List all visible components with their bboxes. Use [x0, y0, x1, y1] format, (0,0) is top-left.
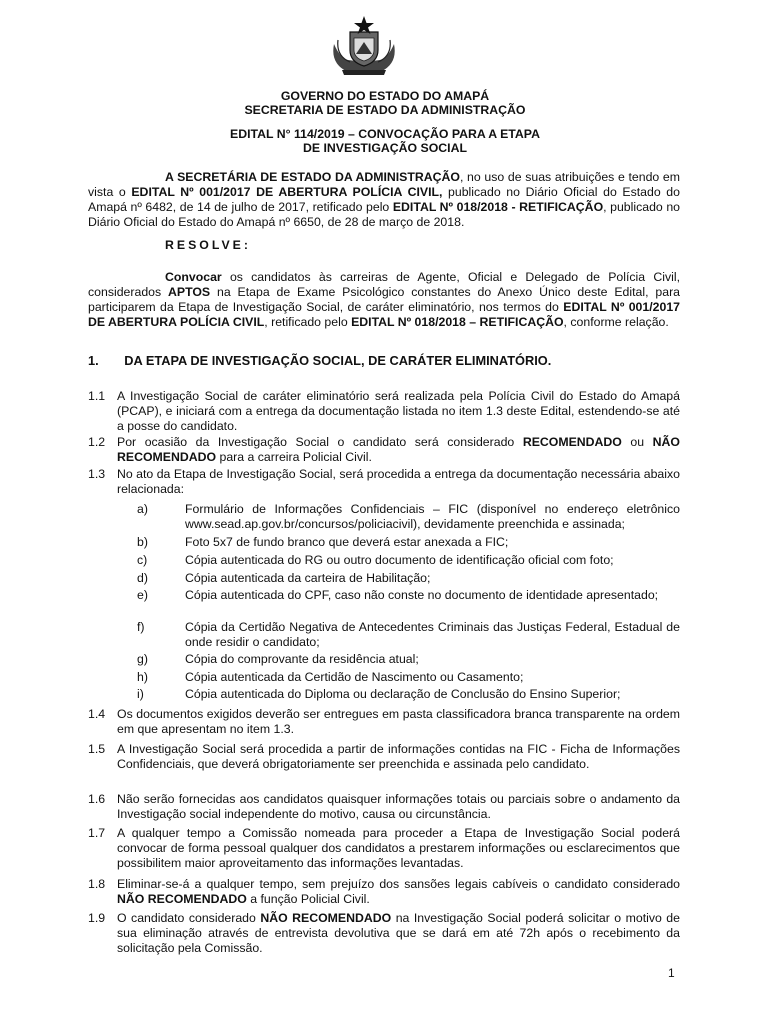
list-item: [88, 742, 680, 772]
item-number: 1.3: [88, 467, 106, 481]
convocation-text: , conforme relação.: [563, 315, 669, 329]
intro-text: , publicado no Diário Oficial do Estado do Amapá nº 6650, de 28 de março de 2018.: [88, 200, 681, 229]
document-item: [137, 553, 680, 568]
document-letter: d): [137, 571, 148, 585]
item-text-part: ou: [621, 435, 653, 449]
document-letter: i): [137, 687, 144, 701]
section-number: 1.: [88, 353, 99, 368]
aptos-word: APTOS: [168, 285, 211, 299]
item-text-part: Eliminar-se-á a qualquer tempo, sem prejuízo dos sansões legais cabíveis o candidato considerado: [117, 877, 680, 891]
item-text: A Investigação Social de caráter eliminatório será realizada pela Polícia Civil do Estado do Amapá (PCAP), e iniciará com a entrega da documentação listada no item 1.3 deste Edital, estendendo-se até a posse do candidato.: [117, 389, 680, 433]
convocation-text: , retificado pelo: [264, 315, 352, 329]
edital-ref: EDITAL Nº 018/2018 - RETIFICAÇÃO: [392, 200, 604, 214]
edital-title: [0, 127, 770, 155]
nao-recomendado-term: NÃO RECOMENDADO: [117, 892, 247, 906]
document-letter: a): [137, 502, 148, 516]
edital-title-line2: DE INVESTIGAÇÃO SOCIAL: [303, 141, 467, 155]
section-title: DA ETAPA DE INVESTIGAÇÃO SOCIAL, DE CARÁTER ELIMINATÓRIO.: [124, 353, 552, 368]
document-text: Cópia autenticada da carteira de Habilitação;: [185, 571, 431, 585]
item-number: 1.1: [88, 389, 106, 403]
item-text: [117, 435, 680, 465]
item-text-part: O candidato considerado: [117, 911, 261, 925]
secretary-name: A SECRETÁRIA DE ESTADO DA ADMINISTRAÇÃO: [165, 170, 460, 184]
item-text: A Investigação Social será procedida a partir de informações contidas na FIC - Ficha de Informações Confidenciais, que deverá obrigatoriamente ser preenchida e assinada pelo candidato.: [117, 742, 680, 771]
item-text: Os documentos exigidos deverão ser entregues em pasta classificadora branca transparente na ordem em que apresentam no item 1.3.: [117, 707, 680, 736]
document-text: Cópia autenticada da Certidão de Nascimento ou Casamento;: [185, 670, 524, 684]
item-text: Não serão fornecidas aos candidatos quaisquer informações totais ou parciais sobre o andamento da Investigação social independente do motivo, causa ou circunstância.: [117, 792, 680, 821]
page-number: 1: [668, 966, 675, 980]
document-letter: e): [137, 588, 148, 602]
recomendado-term: RECOMENDADO: [522, 435, 622, 449]
item-number: 1.5: [88, 742, 106, 756]
list-item: [88, 435, 680, 465]
list-item: [88, 467, 680, 497]
section-heading: [88, 353, 551, 368]
list-item: [88, 707, 680, 737]
intro-paragraph: [88, 170, 680, 230]
item-text-part: para a carreira Policial Civil.: [216, 450, 372, 464]
item-text-part: na Investigação Social poderá solicitar o motivo de sua eliminação através de entrevista devolutiva que se dará em até 72h após o recebimento da solicitação pela Comissão.: [117, 911, 680, 955]
convocation-text: na Etapa de Exame Psicológico constantes do Anexo Único deste Edital, para participarem da Etapa de Investigação Social, de caráter eliminatório, nos termos do: [88, 285, 680, 314]
list-item: [88, 877, 680, 907]
document-item: [137, 652, 680, 667]
document-item: [137, 535, 680, 550]
convocar-word: Convocar: [165, 270, 222, 284]
item-number: 1.7: [88, 826, 106, 840]
document-header: [0, 89, 770, 117]
document-letter: g): [137, 652, 148, 666]
document-item: [137, 620, 680, 650]
document-item: [137, 502, 680, 532]
document-item: [137, 588, 680, 603]
document-item: [137, 571, 680, 586]
resolve-heading: RESOLVE:: [165, 238, 251, 252]
document-letter: f): [137, 620, 145, 634]
document-text: Cópia autenticada do CPF, caso não conste no documento de identidade apresentado;: [185, 588, 659, 602]
item-text-part: Por ocasião da Investigação Social o candidato será considerado: [117, 435, 523, 449]
document-item: [137, 670, 680, 685]
document-letter: b): [137, 535, 148, 549]
item-text: No ato da Etapa de Investigação Social, será procedida a entrega da documentação necessária abaixo relacionada:: [117, 467, 680, 496]
item-text: A qualquer tempo a Comissão nomeada para proceder a Etapa de Investigação Social poderá convocar de forma pessoal qualquer dos candidatos a prestarem informações ou esclarecimentos que possibilitem maior aproveitamento das informações levantadas.: [117, 826, 680, 870]
item-number: 1.9: [88, 911, 106, 925]
government-name: GOVERNO DO ESTADO DO AMAPÁ: [280, 89, 490, 103]
document-text: Cópia autenticada do RG ou outro documento de identificação oficial com foto;: [185, 553, 614, 567]
edital-ref: EDITAL Nº 001/2017 DE ABERTURA POLÍCIA CIVIL,: [131, 185, 443, 199]
convocation-text: os candidatos às carreiras de Agente, Oficial e Delegado de Polícia Civil, considerados: [88, 270, 680, 299]
edital-ref: EDITAL Nº 018/2018 – RETIFICAÇÃO: [351, 315, 564, 329]
document-text: Cópia autenticada do Diploma ou declaração de Conclusão do Ensino Superior;: [185, 687, 621, 701]
item-number: 1.2: [88, 435, 106, 449]
nao-recomendado-term: NÃO RECOMENDADO: [117, 435, 680, 464]
secretariat-name: SECRETARIA DE ESTADO DA ADMINISTRAÇÃO: [244, 103, 526, 117]
item-text: [117, 877, 680, 907]
document-letter: h): [137, 670, 148, 684]
list-item: [88, 792, 680, 822]
state-coat-of-arms-icon: [328, 14, 400, 76]
document-text: Cópia da Certidão Negativa de Antecedentes Criminais das Justiças Federal, Estadual de onde residir o candidato;: [185, 620, 680, 649]
item-number: 1.8: [88, 877, 106, 891]
convocation-paragraph: [88, 270, 680, 330]
document-letter: c): [137, 553, 148, 567]
document-item: [137, 687, 680, 702]
list-item: [88, 826, 680, 871]
list-item: [88, 911, 680, 956]
document-text: Formulário de Informações Confidenciais – FIC (disponível no endereço eletrônico www.sead.ap.gov.br/concursos/policiacivil), devidamente preenchida e assinada;: [185, 502, 680, 531]
edital-ref: EDITAL Nº 001/2017 DE ABERTURA POLÍCIA CIVIL: [88, 300, 680, 329]
item-number: 1.4: [88, 707, 106, 721]
document-text: Cópia do comprovante da residência atual;: [185, 652, 419, 666]
item-text-part: a função Policial Civil.: [246, 892, 370, 906]
intro-text: , no uso de suas atribuições e tendo em vista o: [88, 170, 680, 199]
nao-recomendado-term: NÃO RECOMENDADO: [260, 911, 392, 925]
item-number: 1.6: [88, 792, 106, 806]
intro-text: publicado no Diário Oficial do Estado do Amapá nº 6482, de 14 de julho de 2017, retificado pelo: [88, 185, 680, 214]
edital-title-line1: EDITAL N° 114/2019 – CONVOCAÇÃO PARA A ETAPA: [230, 127, 540, 141]
document-text: Foto 5x7 de fundo branco que deverá estar anexada a FIC;: [185, 535, 509, 549]
item-text: [117, 911, 680, 956]
list-item: [88, 389, 680, 434]
